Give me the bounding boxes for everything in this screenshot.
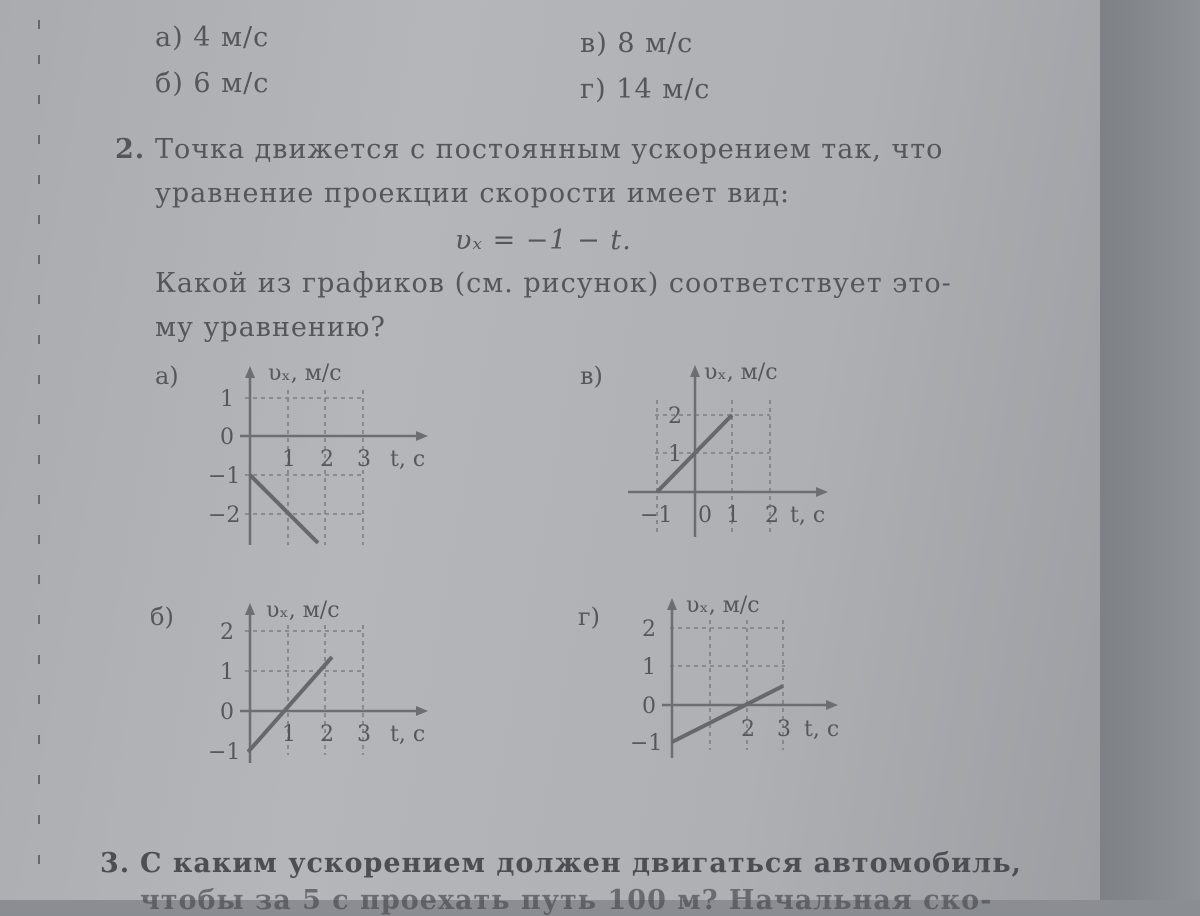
- graph-v-xtick: 1: [726, 503, 740, 528]
- graph-v-label: в): [580, 362, 603, 390]
- task3-line1: С каким ускорением должен двигаться автомобиль,: [140, 848, 1022, 879]
- page-edge: [1100, 0, 1200, 900]
- graph-v: [620, 355, 850, 545]
- graph-b-ytick: −1: [208, 740, 241, 765]
- graph-g-xtick: 3: [777, 717, 791, 742]
- graph-v-xtick: 2: [765, 503, 779, 528]
- task2-number: 2.: [115, 134, 146, 165]
- task2-question-line1: Какой из графиков (см. рисунок) соответствует это-: [155, 268, 952, 299]
- graph-b-xtick: 1: [282, 722, 296, 747]
- task2-question-line2: му уравнению?: [155, 312, 386, 343]
- graph-g-xlabel: t, с: [804, 717, 840, 742]
- graph-g-ylabel: υₓ, м/с: [686, 593, 760, 618]
- graph-b-label: б): [150, 603, 174, 631]
- graph-g: [620, 590, 860, 770]
- graph-g-xtick: 2: [741, 717, 755, 742]
- graph-b-xtick: 2: [320, 722, 334, 747]
- answer-g: г) 14 м/с: [580, 74, 711, 105]
- graph-a-xlabel: t, с: [390, 447, 426, 472]
- graph-g-line: [672, 686, 783, 742]
- answer-v: в) 8 м/с: [580, 28, 694, 59]
- graph-g-ytick: 2: [642, 617, 656, 642]
- graph-g-label: г): [578, 603, 600, 631]
- graph-a-ytick: −2: [208, 503, 241, 528]
- task2-formula: υₓ = −1 − t.: [455, 225, 632, 256]
- graph-b-ytick: 2: [220, 620, 234, 645]
- graph-b-xtick: 3: [357, 722, 371, 747]
- task2-line2: уравнение проекции скорости имеет вид:: [155, 178, 791, 209]
- graph-g-ytick: 0: [642, 694, 656, 719]
- graph-g-ytick: −1: [630, 731, 663, 756]
- task2-line1: Точка движется с постоянным ускорением так, что: [155, 134, 944, 165]
- graph-g-ytick: 1: [642, 655, 656, 680]
- graph-v-xlabel: t, с: [790, 503, 826, 528]
- answer-b: б) 6 м/с: [155, 68, 270, 99]
- graph-a: [200, 360, 450, 560]
- graph-v-xtick: −1: [640, 503, 673, 528]
- graph-a-ytick: −1: [208, 464, 241, 489]
- task3-line2: чтобы за 5 с проехать путь 100 м? Начальная ско-: [140, 885, 993, 916]
- graph-b-ytick: 1: [220, 660, 234, 685]
- graph-b-xlabel: t, с: [390, 722, 426, 747]
- graph-a-line: [250, 475, 318, 543]
- graph-b-ylabel: υₓ, м/с: [266, 598, 340, 623]
- margin-ticks: [38, 0, 52, 900]
- graph-v-ylabel: υₓ, м/с: [704, 360, 778, 385]
- answer-a: а) 4 м/с: [155, 22, 270, 53]
- graph-b-ytick: 0: [220, 700, 234, 725]
- graph-v-xtick: 0: [698, 503, 712, 528]
- graph-b: [200, 595, 450, 775]
- graph-v-ytick: 2: [668, 404, 682, 429]
- graph-a-ytick: 1: [220, 387, 234, 412]
- graph-a-xtick: 1: [282, 447, 296, 472]
- graph-a-ytick: 0: [220, 425, 234, 450]
- task3-number: 3.: [100, 848, 131, 879]
- graph-a-label: а): [155, 362, 179, 390]
- graph-v-ytick: 1: [668, 442, 682, 467]
- graph-a-ylabel: υₓ, м/с: [268, 361, 342, 386]
- graph-a-xtick: 2: [320, 447, 334, 472]
- graph-a-xtick: 3: [357, 447, 371, 472]
